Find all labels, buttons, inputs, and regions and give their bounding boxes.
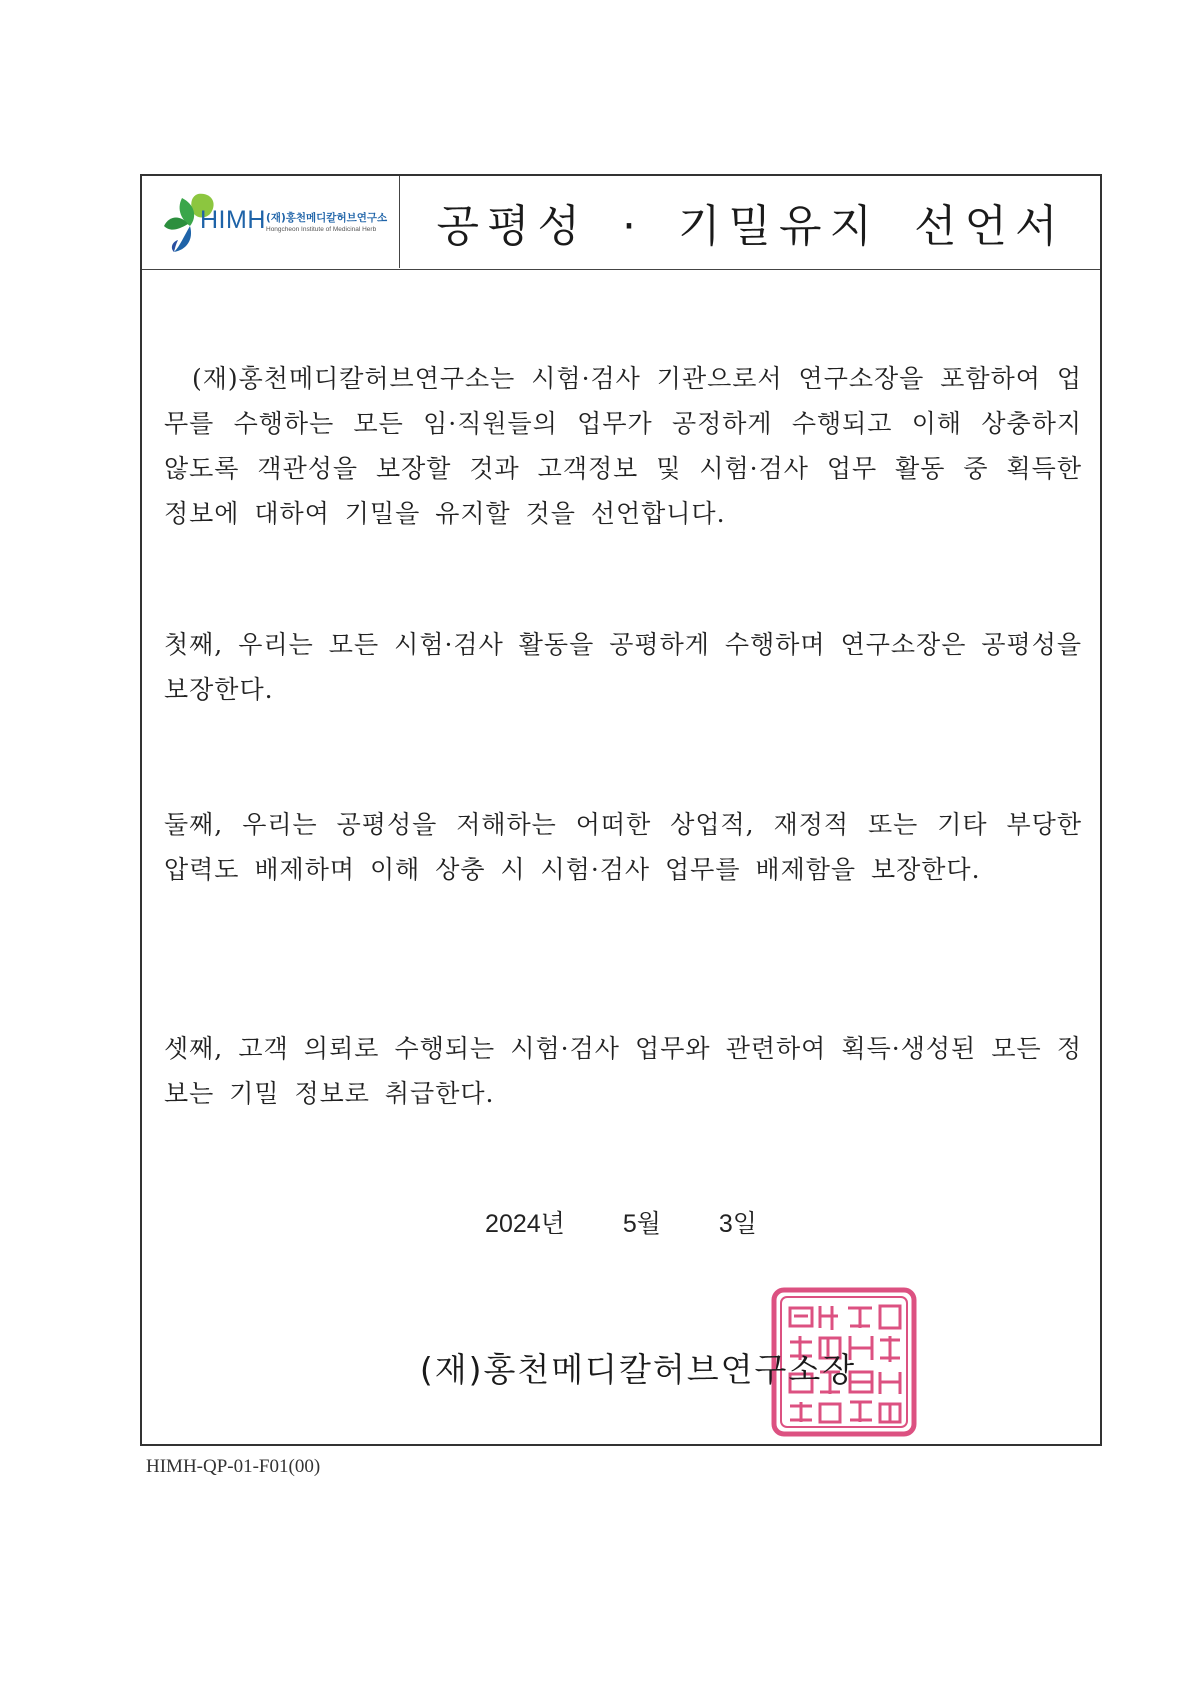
first-clause: 첫째, 우리는 모든 시험·검사 활동을 공평하게 수행하며 연구소장은 공평성을 보장한다.	[164, 630, 1082, 704]
document-code: HIMH-QP-01-F01(00)	[146, 1456, 321, 1477]
declaration-frame	[140, 174, 1102, 1446]
logo-english-name: Hongcheon Institute of Medicinal Herb	[266, 226, 377, 233]
date-month: 5월	[622, 1210, 661, 1238]
signatory-name: (재)홍천메디칼허브연구소장	[419, 1350, 857, 1389]
second-clause: 둘째, 우리는 공평성을 저해하는 어떠한 상업적, 재정적 또는 기타 부당한 압력도 배제하며 이해 상충 시 시험·검사 업무를 배제함을 보장한다.	[164, 810, 1082, 884]
header	[142, 176, 1100, 270]
date-day: 3일	[718, 1210, 757, 1238]
document-title: 공평성 · 기밀유지 선언서	[436, 201, 1066, 252]
third-clause: 셋째, 고객 의뢰로 수행되는 시험·검사 업무와 관련하여 획득·생성된 모든 정보는 기밀 정보로 취급한다.	[164, 1034, 1082, 1108]
intro-paragraph: (재)홍천메디칼허브연구소는 시험·검사 기관으로서 연구소장을 포함하여 업무를 수행하는 모든 임·직원들의 업무가 공정하게 수행되고 이해 상충하지 않도록 객관성을 보장할 것과 고객정보 및 시험·검사 업무 활동 중 획득한 정보에 대하여 기밀을 유지할 것을 선언합니다.	[164, 364, 1082, 528]
logo	[142, 176, 400, 268]
logo-abbreviation: HIMH	[200, 206, 266, 234]
date-year: 2024년	[485, 1210, 565, 1238]
logo-korean-name: (재)홍천메디칼허브연구소	[266, 212, 388, 224]
declaration-date	[142, 1204, 1100, 1240]
